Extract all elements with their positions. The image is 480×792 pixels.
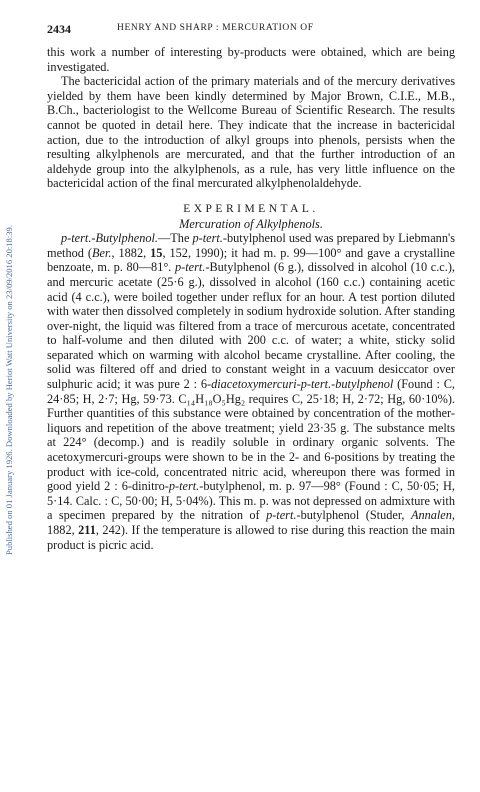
paragraph-bactericidal: The bactericidal action of the primary materials and of the mercury derivatives yielded by them have been kindly determined by Major Brown, C.I.E., M.B., B.Ch., bacteriologist to the Wellcome Bureau of Scientific Research. The results cannot be quoted in detail here. They indicate that the increase in bactericidal action, due to the introduction of alkyl groups into phenols, persists when the resulting alkylphenols are mercurated, and that the further introduction of an aldehyde group into the alkylphenols, as a rule, has very little influence on the bactericidal action of the final mercurated alkylphenolaldehyde.: [47, 74, 455, 191]
running-head: HENRY AND SHARP : MERCURATION OF: [117, 23, 314, 33]
compound-heading: p-tert.-Butylphenol.: [61, 231, 158, 246]
compound-name: diacetoxymercuri-p-tert.-butylphenol: [211, 377, 394, 392]
section-spacer: [47, 191, 455, 202]
molecular-formula: C₁₄H₁₈O₅Hg₂: [178, 391, 246, 406]
volume-number: 211: [78, 523, 96, 537]
volume-number: 15: [150, 245, 163, 260]
section-title: EXPERIMENTAL.: [183, 202, 319, 215]
page-header: [47, 22, 453, 38]
article-body: [47, 45, 455, 552]
page-number: 2434: [47, 22, 71, 36]
download-watermark: Published on 01 January 1926. Downloaded by Heriot Watt University on 23/09/2016 20:18:39.: [4, 225, 14, 555]
journal-ref: Ber.: [91, 245, 112, 260]
paragraph-butylphenol: p-tert.-Butylphenol.—The p-tert.-butylphenol used was prepared by Liebmann's method (Ber., 1882, 15, 152, 1990); it had m. p. 99—100° and gave a crystalline benzoate, m. p. 80—81°. p-tert.-Butylphenol (6 g.), dissolved in alcohol (10 c.c.), and mercuric acetate (25·6 g.), dissolved in alcohol (160 c.c.) containing acetic acid (4 c.c.), were boiled together under reflux for an hour. A test portion diluted with water then dissolved completely in sodium hydroxide solution. After standing over-night, the liquid was filtered from a trace of mercurous acetate, concentrated to half-volume and then diluted with 200 c.c. of water; a white, sticky solid separated which on warming with alcohol became crystalline. After cooling, the solid was filtered off and dried to constant weight in a vacuum desiccator over sulphuric acid; it was pure 2 : 6-diacetoxymercuri-p-tert.-butylphenol (Found : C, 24·85; H, 2·7; Hg, 59·73. C₁₄H₁₈O₅Hg₂ requires C, 25·18; H, 2·72; Hg, 60·10%). Further quantities of this substance were obtained by concentration of the mother-liquors and repetition of the above treatment; yield 23·35 g. The substance melts at 224° (decomp.) and is readily soluble in ordinary organic solvents. The acetoxymercuri-groups were shown to be in the 2- and 6-positions by treating the product with ice-cold, concentrated nitric acid, whereupon there was formed in good yield 2 : 6-dinitro-p-tert.-butylphenol, m. p. 97—98° (Found : C, 50·05; H, 5·14. Calc. : C, 50·00; H, 5·04%). This m. p. was not depressed on admixture with a specimen prepared by the nitration of p-tert.-butylphenol (Studer, Annalen, 1882, 211, 242). If the temperature is allowed to rise during this reaction the main product is picric acid.: [47, 231, 455, 552]
journal-ref: Annalen: [410, 508, 452, 523]
subsection-title: Mercuration of Alkylphenols.: [179, 216, 323, 231]
paragraph-continuation: this work a number of interesting by-products were obtained, which are being investigated.: [47, 45, 455, 74]
